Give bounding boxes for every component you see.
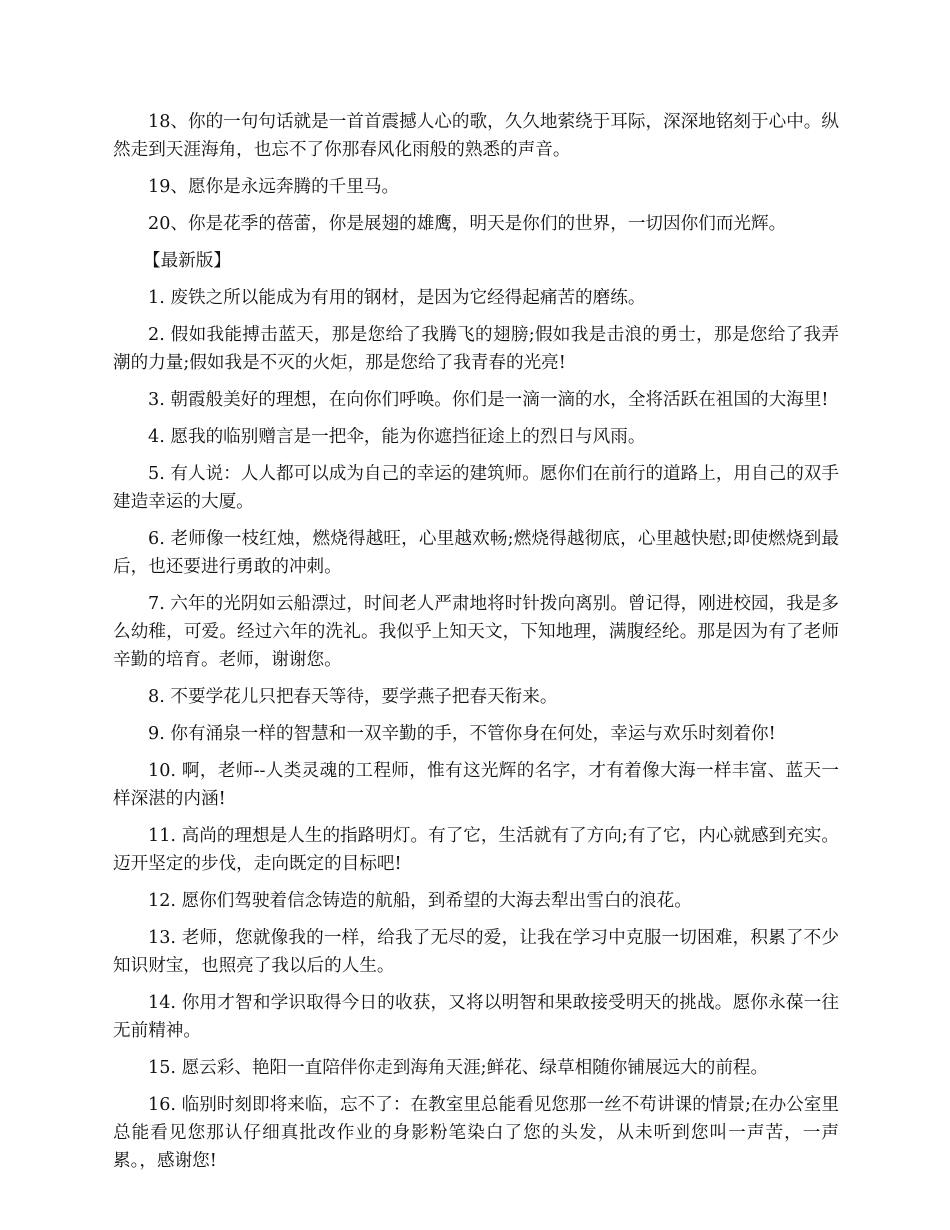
- paragraph-8: 8. 不要学花儿只把春天等待，要学燕子把春天衔来。: [148, 687, 558, 707]
- paragraph-20: 20、你是花季的蓓蕾，你是展翅的雄鹰，明天是你们的世界，一切因你们而光辉。: [148, 214, 787, 234]
- paragraph-3: 3. 朝霞般美好的理想，在向你们呼唤。你们是一滴一滴的水，全将活跃在祖国的大海里!: [148, 390, 829, 410]
- paragraph-15: 15. 愿云彩、艳阳一直陪伴你走到海角天涯;鲜花、绿草相随你铺展远大的前程。: [148, 1058, 769, 1078]
- paragraph-12: 12. 愿你们驾驶着信念铸造的航船，到希望的大海去犁出雪白的浪花。: [148, 891, 692, 911]
- paragraph-14: 14. 你用才智和学识取得今日的收获，又将以明智和果敢接受明天的挑战。愿你永葆一往无前精神。: [113, 993, 839, 1041]
- paragraph-10: 10. 啊，老师--人类灵魂的工程师，惟有这光辉的名字，才有着像大海一样丰富、蓝天一样深湛的内涵!: [113, 761, 839, 809]
- paragraph-1: 1. 废铁之所以能成为有用的钢材，是因为它经得起痛苦的磨练。: [148, 288, 646, 308]
- paragraph-18: 18、你的一句句话就是一首首震撼人心的歌，久久地萦绕于耳际，深深地铭刻于心中。纵然走到天涯海角，也忘不了你那春风化雨般的熟悉的声音。: [113, 112, 839, 160]
- paragraph-5: 5. 有人说：人人都可以成为自己的幸运的建筑师。愿你们在前行的道路上，用自己的双手建造幸运的大厦。: [113, 464, 839, 512]
- document-page: [113, 108, 839, 1184]
- paragraph-9: 9. 你有涌泉一样的智慧和一双辛勤的手，不管你身在何处，幸运与欢乐时刻着你!: [148, 724, 776, 744]
- paragraph-19: 19、愿你是永远奔腾的千里马。: [148, 177, 400, 197]
- paragraph-16: 16. 临别时刻即将来临，忘不了：在教室里总能看见您那一丝不苟讲课的情景;在办公室里总能看见您那认仔细真批改作业的身影粉笔染白了您的头发，从未听到您叫一声苦，一声累。，感谢您!: [113, 1095, 839, 1171]
- paragraph-4: 4. 愿我的临别赠言是一把伞，能为你遮挡征途上的烈日与风雨。: [148, 427, 646, 447]
- paragraph-11: 11. 高尚的理想是人生的指路明灯。有了它，生活就有了方向;有了它，内心就感到充实。迈开坚定的步伐，走向既定的目标吧!: [113, 826, 839, 874]
- section-heading-latest: 【最新版】: [143, 251, 231, 271]
- paragraph-6: 6. 老师像一枝红烛，燃烧得越旺，心里越欢畅;燃烧得越彻底，心里越快慰;即使燃烧到最后，也还要进行勇敢的冲刺。: [113, 529, 839, 577]
- paragraph-7: 7. 六年的光阴如云船漂过，时间老人严肃地将时针拨向离别。曾记得，刚进校园，我是多么幼稚，可爱。经过六年的洗礼。我似乎上知天文，下知地理，满腹经纶。那是因为有了老师辛勤的培育。老师，谢谢您。: [113, 594, 839, 670]
- paragraph-2: 2. 假如我能搏击蓝天，那是您给了我腾飞的翅膀;假如我是击浪的勇士，那是您给了我弄潮的力量;假如我是不灭的火炬，那是您给了我青春的光亮!: [113, 325, 839, 373]
- paragraph-13: 13. 老师，您就像我的一样，给我了无尽的爱，让我在学习中克服一切困难，积累了不少知识财宝，也照亮了我以后的人生。: [113, 928, 839, 976]
